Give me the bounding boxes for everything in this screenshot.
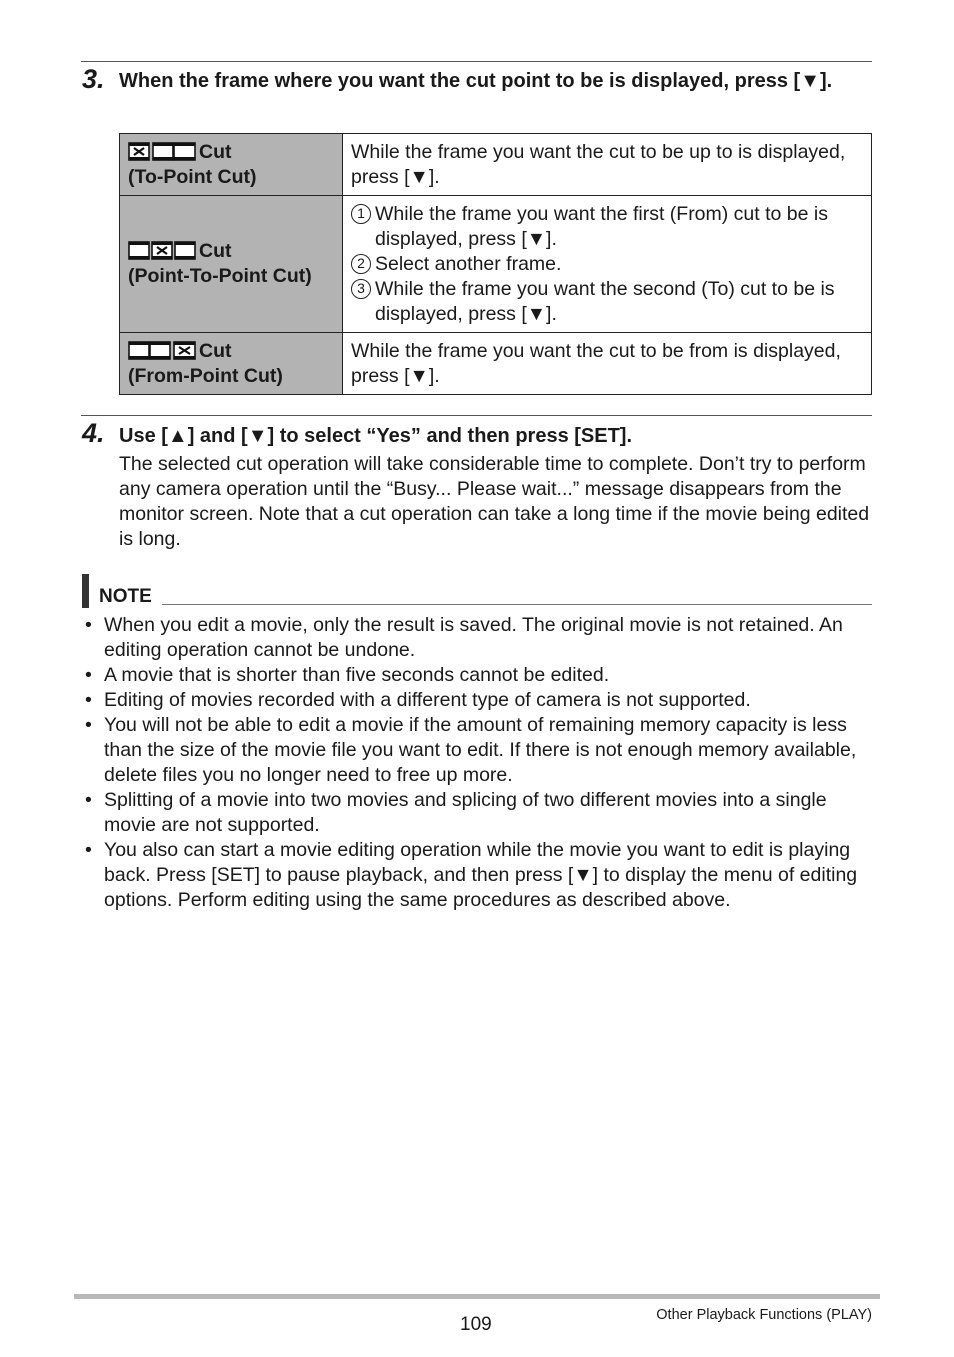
- footer-bar: [74, 1294, 880, 1299]
- point-to-point-cut-steps: [343, 196, 872, 333]
- page-number: 109: [460, 1314, 492, 1335]
- list-item: • A movie that is shorter than five seconds cannot be edited.: [85, 664, 610, 686]
- circled-number-2: 2: [351, 254, 371, 274]
- cut-options-table: [119, 133, 872, 395]
- list-item: • Editing of movies recorded with a different type of camera is not supported.: [85, 689, 751, 711]
- circled-number-1: 1: [351, 204, 371, 224]
- from-point-cut-label: Cut (From-Point Cut): [120, 333, 343, 395]
- table-row: [120, 134, 872, 196]
- list-item: 1 While the frame you want the first (From) cut to be is displayed, press [▼].: [351, 202, 863, 252]
- to-point-cut-label: Cut (To-Point Cut): [120, 134, 343, 196]
- top-rule: [81, 61, 872, 62]
- section-title: Other Playback Functions (PLAY): [656, 1307, 872, 1323]
- note-marker: [82, 574, 89, 608]
- note-label: NOTE: [99, 586, 152, 607]
- list-item: • Splitting of a movie into two movies and splicing of two different movies into a single movie are not supported.: [85, 789, 827, 836]
- point-to-point-cut-icon: [128, 241, 196, 260]
- list-item: • When you edit a movie, only the result is saved. The original movie is not retained. An editing operation cannot be undone.: [85, 614, 843, 661]
- circled-number-3: 3: [351, 279, 371, 299]
- table-row: [120, 333, 872, 395]
- step-3-number: 3.: [82, 64, 105, 94]
- list-item: 3 While the frame you want the second (To) cut to be is displayed, press [▼].: [351, 277, 863, 327]
- step-4-number: 4.: [82, 418, 105, 448]
- table-row: [120, 196, 872, 333]
- from-point-cut-icon: [128, 341, 196, 360]
- from-point-cut-description: While the frame you want the cut to be from is displayed, press [▼].: [343, 333, 872, 395]
- note-list: [81, 613, 873, 913]
- note-divider: [162, 604, 872, 605]
- step-4-heading: Use [▲] and [▼] to select “Yes” and then press [SET].: [119, 425, 633, 447]
- point-to-point-cut-label: Cut (Point-To-Point Cut): [120, 196, 343, 333]
- to-point-cut-description: While the frame you want the cut to be up to is displayed, press [▼].: [343, 134, 872, 196]
- to-point-cut-icon: [128, 142, 196, 161]
- step-4-rule: [81, 415, 872, 416]
- step-4-body: The selected cut operation will take considerable time to complete. Don’t try to perform any camera operation until the “Busy... Please wait...” message disappears from the monitor screen. Note that a cut operation can take a long time if the movie being edited is long.: [119, 453, 870, 550]
- list-item: 2 Select another frame.: [351, 252, 863, 277]
- list-item: • You also can start a movie editing operation while the movie you want to edit is playing back. Press [SET] to pause playback, and then press [▼] to display the menu of editing options. Perform editing using the same procedures as described above.: [85, 839, 858, 911]
- step-3-heading: When the frame where you want the cut point to be is displayed, press [▼].: [119, 70, 833, 92]
- list-item: • You will not be able to edit a movie if the amount of remaining memory capacity is less than the size of the movie file you want to edit. If there is not enough memory available, delete files you no longer need to free up more.: [85, 714, 857, 786]
